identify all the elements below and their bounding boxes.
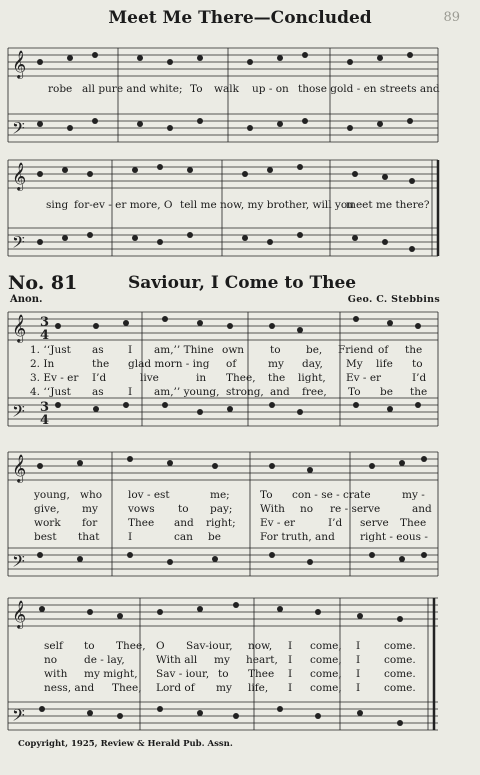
lyric-word: strong, (226, 386, 264, 398)
lyric-word: I’d (92, 372, 107, 384)
lyric-word: Thee (400, 517, 427, 529)
lyric-word: to (178, 503, 189, 515)
lyric-word: meet me there? (346, 199, 430, 211)
lyric-word: ness, and (44, 682, 95, 694)
lyric-word: come, (310, 682, 342, 694)
lyric-word: all pure and white; (82, 83, 183, 95)
lyric-word: the (92, 358, 110, 370)
svg-text:𝄢: 𝄢 (12, 705, 25, 729)
lyric-word: de - lay, (84, 654, 125, 666)
page-number: 89 (443, 10, 460, 25)
lyric-word: live (140, 372, 159, 384)
lyric-word: and (270, 386, 290, 398)
lyric-word: come, (310, 654, 342, 666)
lyric-word: Ev - er (260, 517, 296, 529)
lyric-word: I (288, 682, 293, 694)
lyric-word: tell me now, my brother, will you (180, 199, 354, 211)
lyric-word: 2. In (30, 358, 55, 370)
lyric-word: now, (248, 640, 273, 652)
svg-text:3: 3 (40, 315, 50, 330)
lyric-word: Lord of (156, 682, 195, 694)
lyric-word: in (196, 372, 207, 384)
lyric-word: Friend (338, 344, 374, 356)
lyric-word: Thee, (226, 372, 256, 384)
lyric-word: to (84, 640, 95, 652)
lyric-word: life (376, 358, 393, 370)
svg-text:𝄞: 𝄞 (12, 162, 27, 190)
svg-text:𝄞: 𝄞 (12, 314, 27, 342)
svg-text:𝄞: 𝄞 (12, 50, 27, 78)
lyric-word: to (218, 668, 229, 680)
lyric-word: Thee, (116, 640, 146, 652)
verse-line (0, 668, 480, 682)
words-author: Anon. (10, 294, 43, 305)
lyric-word: I (128, 344, 133, 356)
lyric-word: with (44, 668, 68, 680)
lyric-word: I (356, 654, 361, 666)
lyric-word: own (222, 344, 245, 356)
lyric-word: my - (402, 489, 425, 501)
verse-line (0, 372, 480, 386)
lyric-word: as (92, 386, 104, 398)
lyric-word: come. (384, 654, 416, 666)
lyric-word: right; (206, 517, 236, 529)
svg-text:𝄞: 𝄞 (12, 600, 27, 628)
lyric-word: I (288, 654, 293, 666)
lyric-word: heart, (246, 654, 278, 666)
lyric-word: free, (302, 386, 327, 398)
lyric-word: vows (128, 503, 155, 515)
lyric-word: come. (384, 668, 416, 680)
lyric-word: glad morn - ing (128, 358, 210, 370)
lyric-word: 4. ‘‘Just (30, 386, 71, 398)
lyric-word: Thee (128, 517, 155, 529)
lyric-word: give, (34, 503, 60, 515)
svg-text:4: 4 (40, 413, 50, 428)
svg-text:𝄢: 𝄢 (12, 401, 25, 425)
verse-line (0, 344, 480, 358)
lyric-word: Ev - er (346, 372, 382, 384)
lyric-line (0, 83, 480, 97)
lyric-word: of (378, 344, 389, 356)
lyric-word: my (214, 654, 230, 666)
lyric-word: that (78, 531, 100, 543)
lyric-word: I (288, 668, 293, 680)
verse-line (0, 531, 480, 545)
lyric-word: O (156, 640, 165, 652)
lyric-word: Sav - iour, (156, 668, 210, 680)
lyric-word: come, (310, 668, 342, 680)
lyric-word: to (412, 358, 423, 370)
lyric-word: robe (48, 83, 73, 95)
hymn-number: No. 81 (8, 272, 78, 294)
lyric-word: For truth, and (260, 531, 335, 543)
staff-system-1 (0, 38, 480, 158)
verse-line (0, 517, 480, 531)
lyric-word: me; (210, 489, 230, 501)
hymn-title: Saviour, I Come to Thee (128, 273, 357, 293)
verse-line (0, 654, 480, 668)
lyric-word: day, (302, 358, 323, 370)
copyright-notice: Copyright, 1925, Review & Herald Pub. Assn. (18, 739, 233, 749)
verse-line (0, 489, 480, 503)
lyric-word: I’d (412, 372, 427, 384)
lyric-word: I (356, 640, 361, 652)
lyric-word: I’d (328, 517, 343, 529)
lyric-word: those gold - en streets and (298, 83, 440, 95)
lyric-word: I (356, 682, 361, 694)
lyric-word: Sav-iour, (186, 640, 233, 652)
lyric-word: my might, (84, 668, 138, 680)
lyric-word: Thee, (112, 682, 142, 694)
lyric-word: and (412, 503, 432, 515)
lyric-word: light, (298, 372, 326, 384)
lyric-word: re - serve (330, 503, 381, 515)
svg-text:𝄞: 𝄞 (12, 454, 27, 482)
svg-text:4: 4 (40, 328, 50, 343)
lyric-word: I (128, 386, 133, 398)
lyric-word: am,’’ young, (154, 386, 220, 398)
lyric-word: and (174, 517, 194, 529)
lyric-word: be, (306, 344, 323, 356)
music-author: Geo. C. Stebbins (347, 294, 440, 305)
lyric-word: To (190, 83, 203, 95)
lyric-word: can (174, 531, 193, 543)
lyric-word: 3. Ev - er (30, 372, 79, 384)
verse-line (0, 386, 480, 400)
lyric-word: With all (156, 654, 198, 666)
verse-line (0, 682, 480, 696)
lyric-word: no (44, 654, 58, 666)
svg-text:𝄢: 𝄢 (12, 232, 25, 256)
lyric-word: who (80, 489, 103, 501)
lyric-word: be (208, 531, 221, 543)
lyric-word: con - se - crate (292, 489, 371, 501)
lyric-word: With (260, 503, 285, 515)
lyric-word: pay; (210, 503, 233, 515)
lyric-line (0, 199, 480, 213)
lyric-word: I (128, 531, 133, 543)
lyric-word: Thee (248, 668, 275, 680)
lyric-word: for (82, 517, 98, 529)
lyric-word: come. (384, 682, 416, 694)
lyric-word: work (34, 517, 61, 529)
lyric-word: no (300, 503, 314, 515)
lyric-word: up - on (252, 83, 289, 95)
verse-line (0, 503, 480, 517)
lyric-word: come, (310, 640, 342, 652)
lyric-word: serve (360, 517, 389, 529)
lyric-word: of (226, 358, 237, 370)
lyric-word: my (216, 682, 232, 694)
lyric-word: right - eous - (360, 531, 428, 543)
lyric-word: To (260, 489, 273, 501)
lyric-word: I (288, 640, 293, 652)
svg-text:𝄢: 𝄢 (12, 551, 25, 575)
lyric-word: the (410, 386, 428, 398)
lyric-word: To (348, 386, 361, 398)
verse-line (0, 640, 480, 654)
page-title: Meet Me There—Concluded (108, 8, 372, 28)
lyric-word: life, (248, 682, 269, 694)
verse-line (0, 358, 480, 372)
lyric-word: self (44, 640, 63, 652)
lyric-word: walk (214, 83, 239, 95)
svg-text:𝄢: 𝄢 (12, 118, 25, 142)
lyric-word: for-ev - er more, O (74, 199, 173, 211)
lyric-word: young, (34, 489, 70, 501)
svg-text:3: 3 (40, 400, 50, 415)
lyric-word: lov - est (128, 489, 170, 501)
lyric-word: sing (46, 199, 69, 211)
lyric-word: am,’’ Thine (154, 344, 214, 356)
lyric-word: 1. ‘‘Just (30, 344, 71, 356)
lyric-word: as (92, 344, 104, 356)
lyric-word: the (405, 344, 423, 356)
lyric-word: my (82, 503, 98, 515)
lyric-word: My (346, 358, 363, 370)
lyric-word: my (268, 358, 284, 370)
lyric-word: come. (384, 640, 416, 652)
lyric-word: be (380, 386, 393, 398)
lyric-word: to (270, 344, 281, 356)
lyric-word: the (268, 372, 286, 384)
lyric-word: I (356, 668, 361, 680)
lyric-word: best (34, 531, 57, 543)
